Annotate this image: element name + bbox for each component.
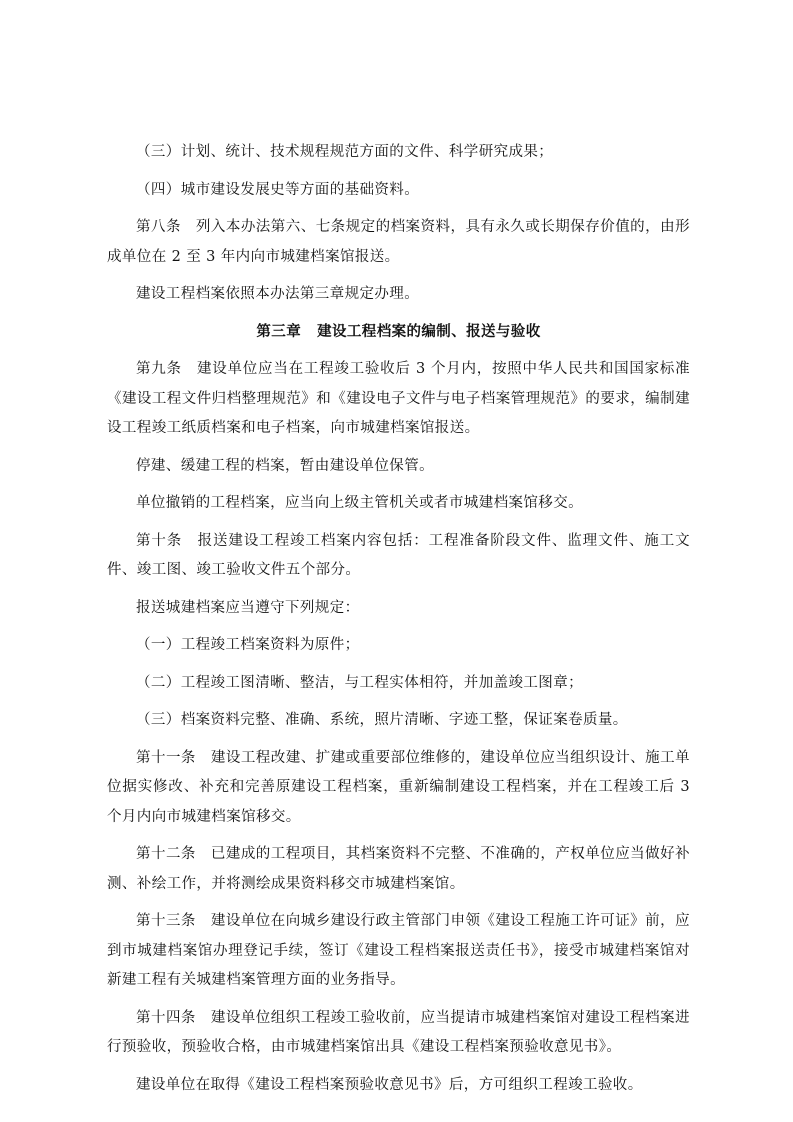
article-8: 第八条 列入本办法第六、七条规定的档案资料，具有永久或长期保存价值的，由形成单位在 2 至 3 年内向市城建档案馆报送。 (107, 219, 690, 265)
chapter-heading (107, 318, 690, 348)
paragraph-item-3: （三）计划、统计、技术规程规范方面的文件、科学研究成果； (136, 144, 554, 160)
rule-item-3: （三）档案资料完整、准确、系统，照片清晰、字迹工整，保证案卷质量。 (136, 712, 628, 728)
article-12: 第十二条 已建成的工程项目，其档案资料不完整、不准确的，产权单位应当做好补测、补绘工作，并将测绘成果资料移交市城建档案馆。 (107, 846, 690, 892)
rule-item-2: （二）工程竣工图清晰、整洁，与工程实体相符，并加盖竣工图章； (136, 674, 583, 691)
paragraph-item-4: （四）城市建设发展史等方面的基础资料。 (136, 181, 420, 198)
article-14: 第十四条 建设单位组织工程竣工验收前，应当提请市城建档案馆对建设工程档案进行预验收，预验收合格，由市城建档案馆出具《建设工程档案预验收意见书》。 (107, 1009, 690, 1055)
rule-item-1: （一）工程竣工档案资料为原件； (136, 637, 360, 653)
article-13: 第十三条 建设单位在向城乡建设行政主管部门申领《建设工程施工许可证》前，应到市城建档案馆办理登记手续，签订《建设工程档案报送责任书》，接受市城建档案馆对新建工程有关城建档案管理方面的业务指导。 (107, 913, 690, 988)
paragraph-submission-rules: 报送城建档案应当遵守下列规定： (136, 599, 360, 616)
paragraph-final-acceptance: 建设单位在取得《建设工程档案预验收意见书》后，方可组织工程竣工验收。 (136, 1076, 643, 1093)
chapter-title: 建设工程档案的编制、报送与验收 (317, 323, 541, 340)
article-10: 第十条 报送建设工程竣工档案内容包括：工程准备阶段文件、监理文件、施工文件、竣工图、竣工验收文件五个部分。 (107, 532, 690, 578)
paragraph-dissolved-units: 单位撤销的工程档案，应当向上级主管机关或者市城建档案馆移交。 (136, 495, 583, 511)
paragraph-chapter-reference: 建设工程档案依照本办法第三章规定办理。 (136, 286, 420, 302)
paragraph-suspended-projects: 停建、缓建工程的档案，暂由建设单位保管。 (136, 457, 434, 474)
document-body (107, 138, 690, 1108)
article-11: 第十一条 建设工程改建、扩建或重要部位维修的，建设单位应当组织设计、施工单位据实修改、补充和完善原建设工程档案，重新编制建设工程档案，并在工程竣工后 3 个月内向市城建档案馆移交。 (107, 749, 690, 825)
chapter-number: 第三章 (256, 323, 302, 340)
article-9: 第九条 建设单位应当在工程竣工验收后 3 个月内，按照中华人民共和国国家标准《建设工程文件归档整理规范》和《建设电子文件与电子档案管理规范》的要求，编制建设工程竣工纸质档案和电子档案，向市城建档案馆报送。 (107, 361, 690, 436)
